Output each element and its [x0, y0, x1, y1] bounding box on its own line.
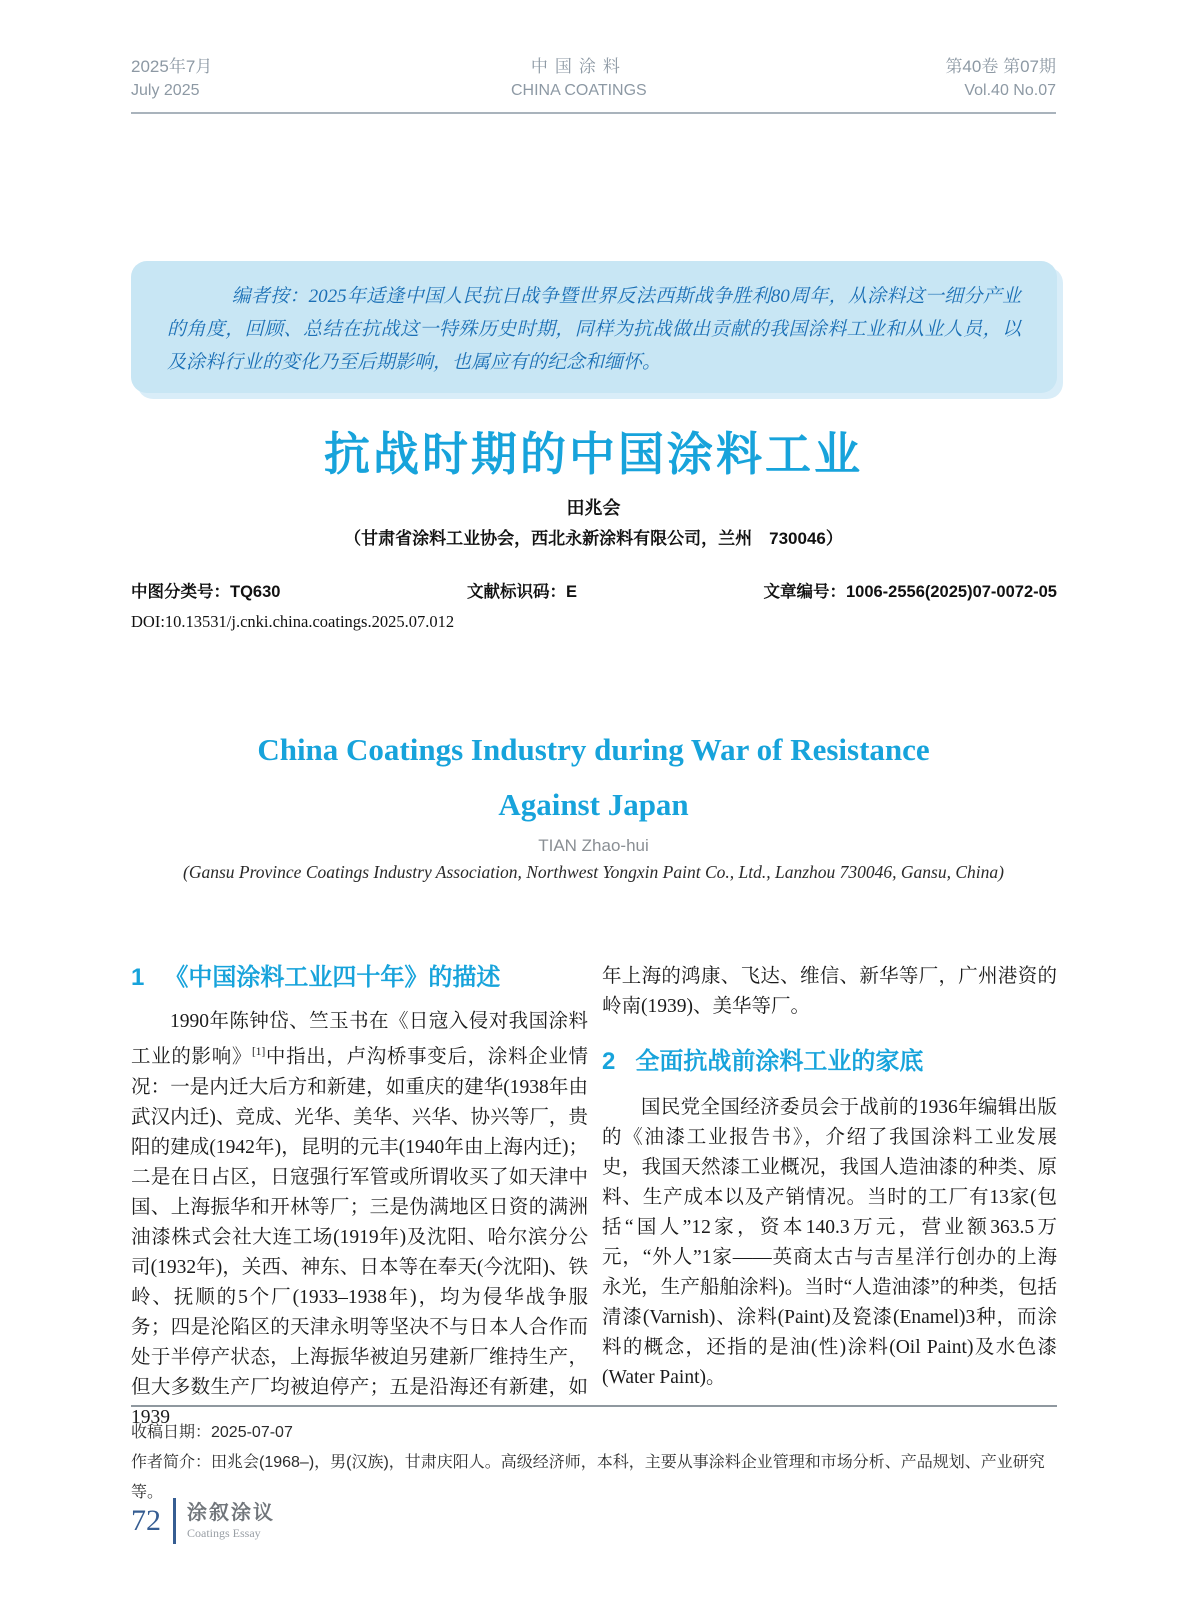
section-1-paragraph-continued: 年上海的鸿康、飞达、维信、新华等厂，广州港资的岭南(1939)、美华等厂。 [602, 966, 1057, 1017]
body-column-right [602, 962, 1057, 1393]
footer-column-name [187, 1501, 275, 1541]
section-2-title: 全面抗战前涂料工业的家底 [635, 1048, 924, 1075]
article-title-zh: 抗战时期的中国涂料工业 [324, 428, 863, 480]
doi: DOI:10.13531/j.cnki.china.coatings.2025.07.012 [131, 612, 455, 631]
article-title-en-line2: Against Japan [498, 787, 689, 822]
header-issue-en: Vol.40 No.07 [964, 82, 1056, 99]
footer-column-zh: 涂叙涂议 [187, 1502, 275, 1524]
author-zh: 田兆会 [566, 498, 621, 518]
page-header [131, 55, 1056, 114]
reference-1-marker: [1] [252, 1046, 266, 1058]
article-id: 文章编号：1006-2556(2025)07-0072-05 [763, 583, 1057, 601]
header-date-en: July 2025 [131, 82, 200, 99]
author-bio: 作者简介：田兆会(1968–)，男(汉族)，甘肃庆阳人。高级经济师，本科，主要从事涂料企业管理和市场分析、产品规划、产业研究等。 [131, 1454, 1045, 1501]
clc-number: 中图分类号：TQ630 [131, 583, 281, 601]
header-date [131, 55, 212, 103]
article-title-en-line1: China Coatings Industry during War of Resistance [257, 732, 930, 767]
section-1-title: 《中国涂料工业四十年》的描述 [164, 964, 501, 991]
footnote-block [131, 1405, 1057, 1508]
author-en: TIAN Zhao-hui [538, 836, 649, 855]
page-number: 72 [131, 1504, 161, 1537]
header-issue-zh: 第40卷 第07期 [945, 57, 1056, 76]
header-journal-en: CHINA COATINGS [511, 82, 647, 99]
article-title-en [0, 722, 1187, 832]
section-1-text-b: 中指出，卢沟桥事变后，涂料企业情况：一是内迁大后方和新建，如重庆的建华(1938年由武汉内迁)、竞成、光华、美华、兴华、协兴等厂，贵阳的建成(1942年)，昆明的元丰(1940年由上海内迁)；二是在日占区，日寇强行军管或所谓收买了如天津中国、上海振华和开林等厂；三是伪满地区日资的满洲油漆株式会社大连工场(1919年)及沈阳、哈尔滨分公司(1932年)，关西、神东、日本等在奉天(今沈阳)、铁岭、抚顺的5个厂(1933–1938年)，均为侵华战争服务；四是沦陷区的天津永明等坚决不与日本人合作而处于半停产状态，上海振华被迫另建新厂维持生产，但大多数生产厂均被迫停产；五是沿海还有新建，如1939 [131, 1046, 588, 1428]
editor-note-text: 编者按：2025年适逢中国人民抗日战争暨世界反法西斯战争胜利80周年，从涂料这一细分产业的角度，回顾、总结在抗战这一特殊历史时期，同样为抗战做出贡献的我国涂料工业和从业人员，以及涂料行业的变化乃至后期影响，也属应有的纪念和缅怀。 [167, 286, 1021, 373]
header-issue [945, 55, 1056, 103]
affiliation-en: (Gansu Province Coatings Industry Association, Northwest Yongxin Paint Co., Ltd., Lanzhou 730046, Gansu, China) [183, 862, 1004, 882]
section-1-paragraph [131, 1007, 588, 1433]
article-meta-row [131, 578, 1057, 602]
section-1-number: 1 [131, 964, 145, 991]
section-1-text-a: 1990年陈钟岱、竺玉书在《日寇入侵对我国涂料工业的影响》 [131, 1011, 588, 1068]
footer-divider-bar [173, 1498, 176, 1544]
page-footer [131, 1498, 275, 1544]
section-2-number: 2 [602, 1048, 616, 1075]
editor-note-box [131, 261, 1057, 393]
header-date-zh: 2025年7月 [131, 57, 213, 76]
document-code: 文献标识码：E [466, 583, 577, 601]
affiliation-zh: （甘肃省涂料工业协会，西北永新涂料有限公司，兰州 730046） [344, 529, 843, 548]
header-journal [511, 55, 647, 103]
section-2-paragraph: 国民党全国经济委员会于战前的1936年编辑出版的《油漆工业报告书》，介绍了我国涂料工业发展史，我国天然漆工业概况，我国人造油漆的种类、原料、生产成本以及产销情况。当时的工厂有13家(包括“国人”12家，资本140.3万元，营业额363.5万元，“外人”1家——英商太古与吉星洋行创办的上海永光，生产船舶涂料)。当时“人造油漆”的种类，包括清漆(Varnish)、涂料(Paint)及瓷漆(Enamel)3种，而涂料的概念，还指的是油(性)涂料(Oil Paint)及水色漆(Water Paint)。 [602, 1097, 1057, 1388]
received-date: 收稿日期：2025-07-07 [131, 1424, 293, 1441]
section-2-heading [602, 1046, 1057, 1078]
footer-column-en: Coatings Essay [187, 1526, 261, 1540]
body-column-left [131, 962, 588, 1433]
header-journal-zh: 中国涂料 [530, 57, 627, 76]
section-1-heading [131, 962, 588, 994]
